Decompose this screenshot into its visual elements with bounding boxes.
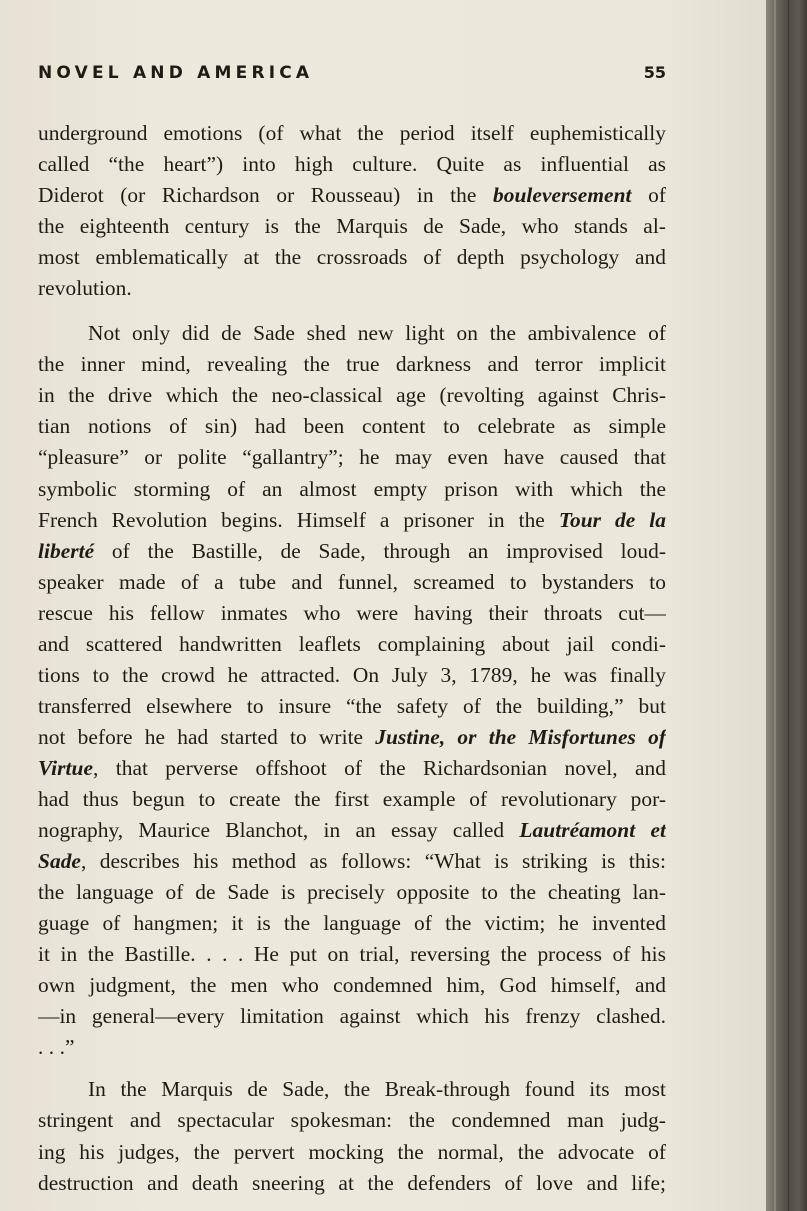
running-head — [38, 63, 666, 89]
text-line: the inner mind, revealing the true darkness and terror implicit — [38, 352, 666, 377]
text-line: transferred elsewhere to insure “the safety of the building,” but — [38, 693, 666, 718]
text-line: the language of de Sade is precisely opposite to the cheating lan- — [38, 880, 666, 905]
italic-title: Justine, or the Misfortunes of — [375, 724, 666, 749]
italic-title: Tour de la — [558, 507, 666, 532]
text-line: speaker made of a tube and funnel, screamed to bystanders to — [38, 569, 666, 594]
text-line: destruction and death sneering at the defenders of love and life; — [38, 1170, 666, 1195]
text-line: Not only did de Sade shed new light on the ambivalence of — [88, 321, 666, 346]
text-line: liberté of the Bastille, de Sade, through an improvised loud- — [38, 538, 666, 563]
text-line: In the Marquis de Sade, the Break-through found its most — [88, 1077, 666, 1102]
text-line: French Revolution begins. Himself a prisoner in the Tour de la — [38, 507, 666, 532]
italic-title: Lautréamont et — [519, 818, 666, 843]
italic-title: Virtue — [38, 755, 93, 780]
text-line: stringent and spectacular spokesman: the condemned man judg- — [38, 1108, 666, 1133]
text-line: ing his judges, the pervert mocking the normal, the advocate of — [38, 1139, 666, 1164]
text-line: underground emotions (of what the period itself euphemistically — [38, 121, 666, 145]
text-line: had thus begun to create the first example of revolutionary por- — [38, 786, 666, 811]
book-spine-edge — [766, 0, 807, 1211]
italic-title: liberté — [38, 538, 95, 563]
text-line: Sade, describes his method as follows: “What is striking is this: — [38, 849, 666, 874]
text-line: tian notions of sin) had been content to celebrate as simple — [38, 414, 666, 439]
text-line: tions to the crowd he attracted. On July 3, 1789, he was finally — [38, 662, 666, 687]
text-line: and scattered handwritten leaflets complaining about jail condi- — [38, 631, 666, 656]
text-line: . . .” — [38, 1035, 75, 1060]
text-line: —in general—every limitation against which his frenzy clashed. — [38, 1004, 666, 1029]
text-line: own judgment, the men who condemned him, God himself, and — [38, 973, 666, 998]
running-title: NOVEL AND AMERICA — [38, 63, 314, 83]
text-line: guage of hangmen; it is the language of the victim; he invented — [38, 911, 666, 936]
text-line: Diderot (or Richardson or Rousseau) in the bouleversement of — [38, 183, 666, 208]
text-line: nography, Maurice Blanchot, in an essay called Lautréamont et — [38, 818, 666, 843]
italic-title: Sade — [38, 849, 81, 874]
text-line: symbolic storming of an almost empty prison with which the — [38, 476, 666, 501]
text-line: rescue his fellow inmates who were having their throats cut— — [38, 600, 666, 625]
text-line: in the drive which the neo-classical age (revolting against Chris- — [38, 383, 666, 408]
italic-title: bouleversement — [493, 183, 632, 208]
text-line: not before he had started to write Justine, or the Misfortunes of — [38, 724, 666, 749]
text-line: it in the Bastille. . . . He put on trial, reversing the process of his — [38, 942, 666, 967]
body-text — [38, 118, 666, 1199]
text-line: the eighteenth century is the Marquis de Sade, who stands al- — [38, 214, 666, 239]
text-line: most emblematically at the crossroads of depth psychology and — [38, 245, 666, 270]
text-line: “pleasure” or polite “gallantry”; he may even have caused that — [38, 445, 666, 470]
text-line: called “the heart”) into high culture. Quite as influential as — [38, 152, 666, 177]
text-line: revolution. — [38, 276, 132, 301]
page-number: 55 — [643, 63, 666, 82]
text-line: Virtue, that perverse offshoot of the Richardsonian novel, and — [38, 755, 666, 780]
